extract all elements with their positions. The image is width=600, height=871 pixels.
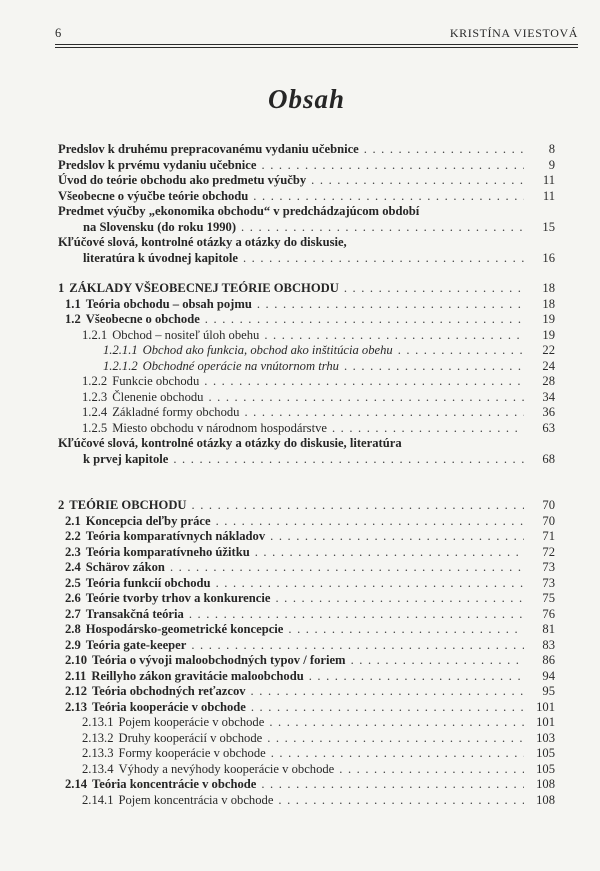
- toc-entry-number: 2.12: [65, 684, 88, 698]
- toc-entry-title: Predslov k druhému prepracovanému vydaniu učebnice: [58, 142, 359, 156]
- toc-entry: [58, 436, 555, 467]
- toc-entry-page: 18: [542, 296, 555, 311]
- toc-entry-page: 34: [542, 389, 555, 404]
- toc-entry-number: 2.14.1: [82, 792, 114, 807]
- toc-entry-page: 103: [536, 730, 555, 745]
- dot-leader: [205, 312, 524, 328]
- toc-entry-title: Obchod – nositeľ úloh obehu: [112, 327, 260, 342]
- toc-entry-title: ZÁKLADY VŠEOBECNEJ TEÓRIE OBCHODU: [69, 281, 339, 295]
- toc-entry: [58, 359, 555, 375]
- toc-entry: [58, 514, 555, 530]
- toc-entry-number: 2.13.3: [82, 746, 114, 760]
- toc-entry-title: Koncepcia deľby práce: [85, 513, 211, 528]
- toc-entry: [58, 777, 555, 793]
- toc-entry-title: Teória komparatívneho úžitku: [85, 544, 250, 559]
- dot-leader: [278, 793, 524, 809]
- toc-entry: [58, 715, 555, 731]
- toc-entry-title: Obchod ako funkcia, obchod ako inštitúcia obehu: [142, 343, 393, 357]
- toc-entry-page: 108: [536, 777, 555, 791]
- toc-entry-continuation: k prvej kapitole: [83, 451, 169, 466]
- toc-entry: [58, 793, 555, 809]
- toc-entry-page: 68: [542, 451, 555, 466]
- dot-leader: [264, 328, 524, 344]
- toc-entry: [58, 762, 555, 778]
- toc-entry-title: Kľúčové slová, kontrolné otázky a otázky do diskusie, literatúra: [58, 436, 402, 450]
- toc-entry-number: 2.5: [65, 575, 81, 590]
- toc-entry-page: 19: [542, 312, 555, 326]
- toc-entry-number: 1.2.1.1: [103, 343, 138, 357]
- toc-entry-number: 2.1: [65, 513, 81, 528]
- toc-entry-page: 16: [542, 250, 555, 265]
- toc-entry-page: 11: [542, 173, 555, 187]
- dot-leader: [332, 421, 524, 437]
- toc-entry-page: 105: [536, 761, 555, 776]
- toc-entry: [58, 312, 555, 328]
- toc-entry-page: 9: [548, 157, 555, 172]
- toc-entry: [58, 142, 555, 158]
- toc-entry-page: 36: [542, 405, 555, 419]
- toc-entry-number: 1.2.5: [82, 420, 108, 435]
- page-header: [55, 26, 578, 48]
- toc-entry-page: 105: [536, 746, 555, 760]
- toc-entry-page: 86: [542, 653, 555, 667]
- toc-entry-number: 2.9: [65, 637, 81, 652]
- toc-entry: [58, 204, 555, 235]
- toc-entry-title: Úvod do teórie obchodu ako predmetu výučby: [58, 173, 307, 187]
- toc-entry-number: 2.3: [65, 544, 81, 559]
- toc-entry-continuation: literatúra k úvodnej kapitole: [83, 250, 238, 265]
- toc-entry: [58, 746, 555, 762]
- table-of-contents: [58, 142, 555, 808]
- toc-entry: [58, 343, 555, 359]
- toc-entry: [58, 731, 555, 747]
- dot-leader: [344, 281, 524, 297]
- toc-section-front-matter: [58, 142, 555, 266]
- toc-entry: [58, 560, 555, 576]
- toc-entry-title: Schärov zákon: [85, 560, 165, 574]
- toc-entry-title: Obchodné operácie na vnútornom trhu: [142, 358, 339, 373]
- toc-entry-title: Všeobecne o výučbe teórie obchodu: [58, 188, 249, 203]
- toc-entry-title: Teória o vývoji maloobchodných typov / foriem: [92, 653, 346, 667]
- dot-leader: [288, 622, 524, 638]
- toc-entry-title: Formy kooperácie v obchode: [118, 746, 266, 760]
- toc-entry-number: 2.13.4: [82, 761, 114, 776]
- toc-entry: [58, 669, 555, 685]
- toc-entry-number: 1.1: [65, 296, 81, 311]
- toc-entry-page: 8: [548, 142, 555, 156]
- toc-entry: [58, 653, 555, 669]
- dot-leader: [364, 142, 524, 158]
- dot-leader: [170, 560, 524, 576]
- toc-entry-title: Teória obchodných reťazcov: [92, 684, 246, 698]
- toc-entry: [58, 421, 555, 437]
- toc-entry-page: 101: [536, 699, 555, 714]
- toc-entry-title: Teória gate-keeper: [85, 637, 187, 652]
- dot-leader: [251, 684, 524, 700]
- toc-entry-title: Druhy kooperácií v obchode: [118, 730, 263, 745]
- toc-entry-title: Hospodársko-geometrické koncepcie: [85, 622, 284, 636]
- dot-leader: [270, 529, 524, 545]
- dot-leader: [257, 297, 524, 313]
- toc-entry: [58, 607, 555, 623]
- dot-leader: [275, 591, 524, 607]
- dot-leader: [216, 514, 524, 530]
- toc-entry-title: Základné formy obchodu: [112, 405, 240, 419]
- toc-entry-number: 2.14: [65, 777, 88, 791]
- toc-entry-page: 63: [542, 420, 555, 435]
- toc-entry: [58, 405, 555, 421]
- dot-leader: [267, 731, 524, 747]
- toc-entry-title: Teória koncentrácie v obchode: [92, 777, 257, 791]
- toc-entry: [58, 173, 555, 189]
- toc-entry: [58, 622, 555, 638]
- dot-leader: [351, 653, 524, 669]
- dot-leader: [204, 374, 524, 390]
- toc-entry-title: Transakčná teória: [85, 606, 184, 621]
- toc-entry-number: 2.13.2: [82, 730, 114, 745]
- toc-entry-number: 2.13.1: [82, 715, 114, 729]
- toc-entry: [58, 328, 555, 344]
- dot-leader: [243, 251, 524, 267]
- toc-entry: [58, 498, 555, 514]
- toc-entry-title: Miesto obchodu v národnom hospodárstve: [112, 420, 327, 435]
- toc-entry-page: 28: [542, 374, 555, 388]
- toc-entry: [58, 235, 555, 266]
- toc-entry-number: 2.6: [65, 591, 81, 605]
- dot-leader: [192, 498, 524, 514]
- dot-leader: [255, 545, 524, 561]
- dot-leader: [261, 777, 524, 793]
- toc-entry-continuation: na Slovensku (do roku 1990): [83, 219, 237, 234]
- dot-leader: [216, 576, 524, 592]
- toc-entry-number: 1.2.3: [82, 389, 108, 404]
- page-title: Obsah: [267, 84, 346, 114]
- dot-leader: [208, 390, 524, 406]
- toc-entry: [58, 529, 555, 545]
- toc-entry: [58, 390, 555, 406]
- toc-entry-number: 1.2: [65, 312, 81, 326]
- toc-entry: [58, 591, 555, 607]
- toc-entry-page: 15: [542, 219, 555, 234]
- dot-leader: [189, 607, 524, 623]
- toc-entry: [58, 638, 555, 654]
- toc-entry: [58, 576, 555, 592]
- dot-leader: [253, 189, 524, 205]
- toc-entry: [58, 189, 555, 205]
- dot-leader: [309, 669, 524, 685]
- dot-leader: [269, 715, 524, 731]
- toc-entry-title: Teória kooperácie v obchode: [92, 699, 246, 714]
- toc-entry-title: Funkcie obchodu: [112, 374, 200, 388]
- toc-entry-title: Teória funkcií obchodu: [85, 575, 211, 590]
- toc-entry-title: Reillyho zákon gravitácie maloobchodu: [91, 668, 304, 683]
- toc-entry-page: 71: [542, 529, 555, 543]
- toc-entry-page: 24: [542, 358, 555, 373]
- toc-entry-page: 83: [542, 637, 555, 652]
- toc-entry-title: Teórie tvorby trhov a konkurencie: [85, 591, 271, 605]
- toc-entry-number: 2.7: [65, 606, 81, 621]
- dot-leader: [173, 452, 524, 468]
- dot-leader: [262, 158, 525, 174]
- toc-entry-number: 2.11: [65, 668, 87, 683]
- toc-entry-title: Všeobecne o obchode: [85, 312, 200, 326]
- toc-entry-page: 72: [542, 544, 555, 559]
- dot-leader: [271, 746, 524, 762]
- running-head-author: KRISTÍNA VIESTOVÁ: [449, 26, 578, 40]
- page-number: 6: [55, 26, 62, 40]
- toc-entry: [58, 297, 555, 313]
- toc-entry-title: Predslov k prvému vydaniu učebnice: [58, 157, 257, 172]
- toc-entry-number: 1.2.1.2: [103, 358, 138, 373]
- toc-entry-title: Kľúčové slová, kontrolné otázky a otázky do diskusie,: [58, 235, 347, 249]
- toc-entry-number: 1.2.4: [82, 405, 108, 419]
- toc-entry-title: Teória obchodu – obsah pojmu: [85, 296, 252, 311]
- toc-entry-page: 11: [542, 188, 555, 203]
- toc-entry: [58, 158, 555, 174]
- toc-entry-number: 2.2: [65, 529, 81, 543]
- toc-entry: [58, 281, 555, 297]
- toc-entry-title: Teória komparatívnych nákladov: [85, 529, 266, 543]
- toc-entry-number: 2.10: [65, 653, 88, 667]
- toc-entry-number: 2.13: [65, 699, 88, 714]
- toc-entry-title: Predmet výučby „ekonomika obchodu“ v predchádzajúcom období: [58, 204, 420, 218]
- toc-entry-page: 18: [542, 281, 555, 295]
- toc-entry-number: 1: [58, 281, 65, 295]
- toc-entry: [58, 374, 555, 390]
- dot-leader: [251, 700, 524, 716]
- toc-entry-page: 73: [542, 575, 555, 590]
- toc-section-chapter-2: [58, 498, 555, 808]
- toc-entry: [58, 700, 555, 716]
- dot-leader: [241, 220, 524, 236]
- dot-leader: [311, 173, 524, 189]
- dot-leader: [398, 343, 524, 359]
- dot-leader: [344, 359, 524, 375]
- dot-leader: [339, 762, 524, 778]
- dot-leader: [244, 405, 524, 421]
- toc-entry-title: Pojem kooperácie v obchode: [118, 715, 265, 729]
- toc-entry-page: 70: [542, 498, 555, 512]
- toc-entry: [58, 684, 555, 700]
- toc-section-chapter-1: [58, 281, 555, 467]
- toc-entry-number: 2.8: [65, 622, 81, 636]
- toc-entry-title: Výhody a nevýhody kooperácie v obchode: [118, 761, 335, 776]
- toc-entry-number: 2.4: [65, 560, 81, 574]
- toc-entry-page: 108: [536, 792, 555, 807]
- toc-entry-page: 19: [542, 327, 555, 342]
- toc-entry-page: 22: [542, 343, 555, 357]
- toc-entry: [58, 545, 555, 561]
- toc-entry-title: Pojem koncentrácia v obchode: [118, 792, 274, 807]
- toc-entry-page: 76: [542, 606, 555, 621]
- toc-entry-page: 73: [542, 560, 555, 574]
- book-page: [0, 26, 600, 871]
- toc-entry-page: 95: [542, 684, 555, 698]
- toc-entry-page: 70: [542, 513, 555, 528]
- dot-leader: [191, 638, 524, 654]
- toc-entry-page: 101: [536, 715, 555, 729]
- toc-entry-page: 81: [542, 622, 555, 636]
- toc-entry-title: Členenie obchodu: [112, 389, 204, 404]
- toc-entry-page: 75: [542, 591, 555, 605]
- toc-entry-title: TEÓRIE OBCHODU: [69, 498, 187, 512]
- toc-entry-number: 1.2.1: [82, 327, 108, 342]
- toc-entry-number: 1.2.2: [82, 374, 108, 388]
- toc-entry-number: 2: [58, 498, 65, 512]
- toc-entry-page: 94: [542, 668, 555, 683]
